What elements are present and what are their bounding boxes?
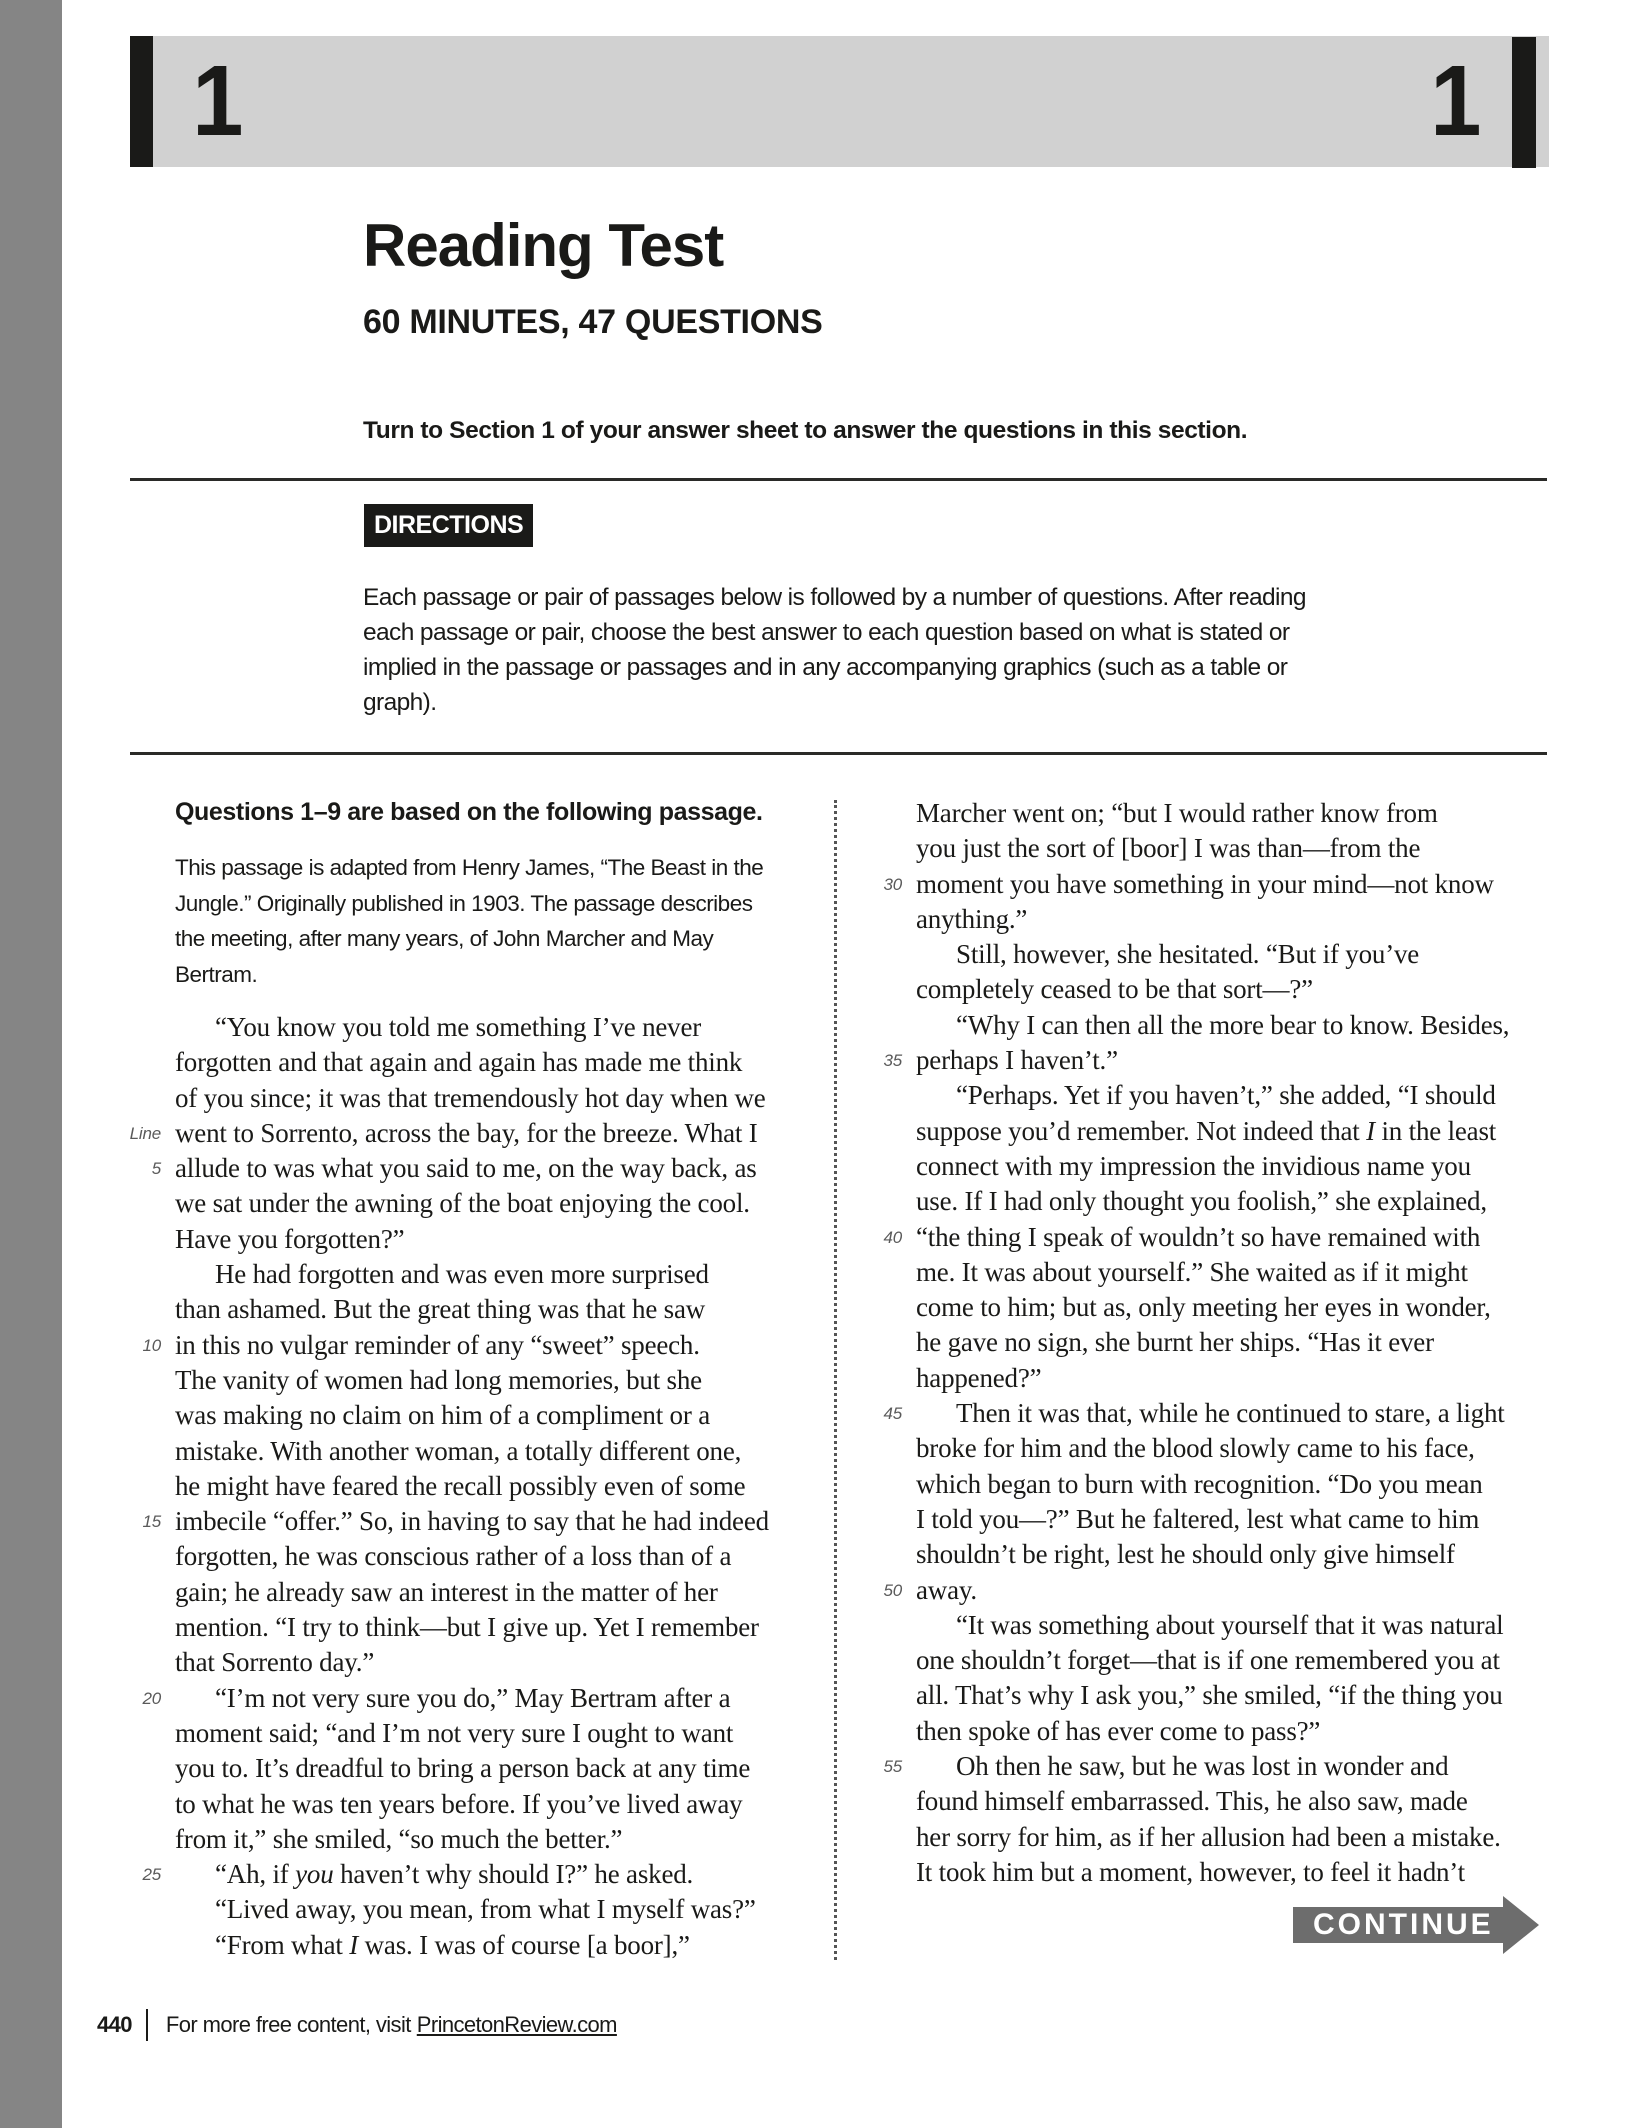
passage-line xyxy=(916,1008,1509,1043)
line-text: in this no vulgar reminder of any “sweet” speech. xyxy=(175,1329,700,1360)
passage-line xyxy=(175,1610,769,1645)
passage-line xyxy=(175,1822,769,1857)
passage-line xyxy=(916,1255,1509,1290)
line-text: “You know you told me something I’ve never xyxy=(215,1012,702,1042)
passage-line xyxy=(175,1751,769,1786)
line-text: to what he was ten years before. If you’ve lived away xyxy=(175,1788,743,1819)
passage-line xyxy=(916,1325,1509,1360)
passage-line xyxy=(916,1149,1509,1184)
passage-line xyxy=(175,1575,769,1610)
line-text: “Why I can then all the more bear to know. Besides, xyxy=(956,1009,1510,1040)
continue-label: CONTINUE xyxy=(1313,1908,1494,1941)
passage-line xyxy=(916,1290,1509,1325)
passage-line xyxy=(883,1220,1509,1255)
line-number: 40 xyxy=(883,1227,902,1247)
passage-line xyxy=(142,1857,769,1892)
line-number: 45 xyxy=(883,1404,902,1424)
passage-line xyxy=(142,1504,769,1539)
line-text: one shouldn’t forget—that is if one remembered you at xyxy=(916,1645,1500,1676)
passage-line xyxy=(175,1892,769,1927)
passage-line xyxy=(151,1151,769,1186)
passage-line xyxy=(916,1431,1509,1466)
directions-line: graph). xyxy=(363,689,437,716)
passage-line xyxy=(883,1043,1509,1078)
line-text: mistake. With another woman, a totally different one, xyxy=(175,1435,742,1466)
section-marker-right xyxy=(1512,37,1536,168)
line-text: then spoke of has ever come to pass?” xyxy=(916,1715,1321,1746)
line-text: you just the sort of [boor] I was than—from the xyxy=(916,833,1421,864)
section-banner xyxy=(130,36,1549,167)
line-text: moment said; “and I’m not very sure I ought to want xyxy=(175,1717,734,1748)
line-text: “I’m not very sure you do,” May Bertram after a xyxy=(215,1682,731,1713)
line-text: forgotten, he was conscious rather of a loss than of a xyxy=(175,1541,732,1572)
passage-line xyxy=(916,1184,1509,1219)
line-text: moment you have something in your mind—not know xyxy=(916,868,1494,899)
passage-line xyxy=(175,1010,769,1045)
passage-line xyxy=(916,1608,1509,1643)
passage-heading: Questions 1–9 are based on the following passage. xyxy=(175,798,763,826)
line-number: 20 xyxy=(142,1688,161,1708)
line-text: than ashamed. But the great thing was that he saw xyxy=(175,1294,706,1325)
directions-text xyxy=(363,580,1403,720)
section-marker-left xyxy=(130,36,153,167)
footer-separator xyxy=(146,2009,148,2041)
line-label: Line xyxy=(129,1123,161,1143)
passage-line xyxy=(175,1363,769,1398)
line-text: of you since; it was that tremendously hot day when we xyxy=(175,1082,766,1113)
line-text: Then it was that, while he continued to stare, a light xyxy=(956,1398,1505,1429)
line-text: completely ceased to be that sort—?” xyxy=(916,974,1313,1005)
passage-line xyxy=(916,1714,1509,1749)
line-text: anything.” xyxy=(916,903,1028,934)
intro-line: Jungle.” Originally published in 1903. The passage describes xyxy=(175,890,753,916)
line-text: he gave no sign, she burnt her ships. “Has it ever xyxy=(916,1327,1434,1358)
line-text: was making no claim on him of a compliment or a xyxy=(175,1400,710,1431)
passage-line xyxy=(129,1116,769,1151)
line-number: 50 xyxy=(883,1580,902,1600)
line-text: Marcher went on; “but I would rather know from xyxy=(916,798,1438,828)
emphasis: I xyxy=(1366,1115,1375,1146)
passage-line xyxy=(142,1681,769,1716)
passage-line xyxy=(916,902,1509,937)
line-text: imbecile “offer.” So, in having to say that he had indeed xyxy=(175,1506,769,1537)
line-text: He had forgotten and was even more surprised xyxy=(215,1259,709,1290)
line-text: went to Sorrento, across the bay, for the breeze. What I xyxy=(175,1117,758,1148)
line-text: Have you forgotten?” xyxy=(175,1223,405,1254)
passage-line xyxy=(175,1081,769,1116)
passage-line xyxy=(142,1328,769,1363)
page-edge-bar xyxy=(0,0,62,2128)
line-text: “From what I was. I was of course [a boor],” xyxy=(215,1929,690,1960)
passage-line xyxy=(883,867,1509,902)
passage-line xyxy=(916,1643,1509,1678)
line-text: The vanity of women had long memories, but she xyxy=(175,1364,702,1395)
page-title: Reading Test xyxy=(363,212,724,279)
line-text: “Perhaps. Yet if you haven’t,” she added, “I should xyxy=(956,1080,1496,1111)
line-text: happened?” xyxy=(916,1362,1042,1393)
directions-line: implied in the passage or passages and in any accompanying graphics (such as a table or xyxy=(363,654,1288,681)
line-text: use. If I had only thought you foolish,” she explained, xyxy=(916,1186,1487,1217)
passage-line xyxy=(175,1469,769,1504)
directions-line: Each passage or pair of passages below is followed by a number of questions. After reading xyxy=(363,584,1306,611)
intro-line: Bertram. xyxy=(175,961,258,987)
line-text: you to. It’s dreadful to bring a person back at any time xyxy=(175,1753,751,1784)
line-text: he might have feared the recall possibly even of some xyxy=(175,1470,746,1501)
passage-line xyxy=(883,1749,1509,1784)
line-text: perhaps I haven’t.” xyxy=(916,1045,1118,1076)
emphasis: you xyxy=(295,1859,334,1890)
line-text: shouldn’t be right, lest he should only give himself xyxy=(916,1539,1455,1570)
line-text: “Ah, if you haven’t why should I?” he asked. xyxy=(215,1859,694,1890)
line-text: “Lived away, you mean, from what I myself was?” xyxy=(215,1894,756,1925)
line-text: come to him; but as, only meeting her eyes in wonder, xyxy=(916,1292,1491,1323)
passage-line xyxy=(916,796,1509,831)
passage-line xyxy=(916,1467,1509,1502)
continue-button[interactable] xyxy=(1293,1896,1539,1954)
line-text: allude to was what you said to me, on the way back, as xyxy=(175,1153,757,1184)
passage-line xyxy=(175,1787,769,1822)
line-text: mention. “I try to think—but I give up. Yet I remember xyxy=(175,1612,759,1643)
line-number: 25 xyxy=(142,1865,161,1885)
directions-line: each passage or pair, choose the best answer to each question based on what is stated or xyxy=(363,619,1290,646)
line-text: Still, however, she hesitated. “But if you’ve xyxy=(956,939,1420,970)
line-text: me. It was about yourself.” She waited as if it might xyxy=(916,1256,1468,1287)
divider-rule xyxy=(130,752,1547,755)
line-number: 55 xyxy=(883,1757,902,1777)
line-number: 5 xyxy=(151,1159,161,1179)
emphasis: I xyxy=(349,1929,359,1960)
passage-line xyxy=(916,1855,1509,1890)
line-text: gain; he already saw an interest in the matter of her xyxy=(175,1576,718,1607)
section-instruction: Turn to Section 1 of your answer sheet to answer the questions in this section. xyxy=(363,417,1248,444)
footer-text: For more free content, visit xyxy=(165,2012,411,2037)
directions-badge: DIRECTIONS xyxy=(364,504,533,547)
intro-line: the meeting, after many years, of John Marcher and May xyxy=(175,926,714,951)
line-text: that Sorrento day.” xyxy=(175,1647,375,1678)
passage-line xyxy=(916,1361,1509,1396)
line-text: which began to burn with recognition. “Do you mean xyxy=(916,1468,1483,1499)
passage-line xyxy=(175,1222,769,1257)
passage-line xyxy=(175,1398,769,1433)
line-text: away. xyxy=(916,1574,977,1605)
line-text: her sorry for him, as if her allusion had been a mistake. xyxy=(916,1821,1501,1852)
passage-intro xyxy=(175,850,763,992)
section-number-right: 1 xyxy=(1430,45,1482,157)
section-number-left: 1 xyxy=(192,45,244,157)
passage-line xyxy=(916,1678,1509,1713)
line-text: broke for him and the blood slowly came to his face, xyxy=(916,1433,1475,1464)
line-text: found himself embarrassed. This, he also saw, made xyxy=(916,1786,1468,1817)
line-text: forgotten and that again and again has made me think xyxy=(175,1047,743,1078)
passage-line xyxy=(175,1645,769,1680)
divider-rule xyxy=(130,478,1547,481)
line-text: all. That’s why I ask you,” she smiled, “if the thing you xyxy=(916,1680,1503,1711)
passage-line xyxy=(175,1186,769,1221)
line-text: It took him but a moment, however, to feel it hadn’t xyxy=(916,1856,1465,1887)
passage-line xyxy=(175,1928,769,1963)
line-text: suppose you’d remember. Not indeed that I in the least xyxy=(916,1115,1497,1146)
line-number: 10 xyxy=(142,1335,161,1355)
line-text: Oh then he saw, but he was lost in wonder and xyxy=(956,1751,1449,1782)
intro-line: This passage is adapted from Henry James, “The Beast in the xyxy=(175,855,764,880)
passage-column-right xyxy=(883,796,1510,1890)
page-subtitle: 60 MINUTES, 47 QUESTIONS xyxy=(363,303,823,341)
line-number: 30 xyxy=(883,874,902,894)
line-text: “It was something about yourself that it was natural xyxy=(956,1609,1504,1640)
passage-line xyxy=(175,1434,769,1469)
passage-line xyxy=(916,831,1509,866)
line-text: I told you—?” But he faltered, lest what came to him xyxy=(916,1503,1480,1534)
page-footer xyxy=(97,2008,617,2042)
passage-line xyxy=(175,1292,769,1327)
passage-line xyxy=(916,1114,1509,1149)
passage-line xyxy=(916,1820,1509,1855)
passage-line xyxy=(916,1078,1509,1113)
passage-line xyxy=(883,1396,1509,1431)
line-number: 35 xyxy=(883,1051,902,1071)
passage-line xyxy=(175,1716,769,1751)
line-text: from it,” she smiled, “so much the better.” xyxy=(175,1823,623,1854)
passage-line xyxy=(916,1502,1509,1537)
page-number: 440 xyxy=(97,2012,132,2037)
passage-line xyxy=(916,1537,1509,1572)
passage-line xyxy=(916,937,1509,972)
passage-line xyxy=(883,1573,1509,1608)
passage-column-left xyxy=(129,1010,769,1963)
passage-line xyxy=(175,1257,769,1292)
footer-link[interactable]: PrincetonReview.com xyxy=(416,2012,617,2037)
line-text: connect with my impression the invidious name you xyxy=(916,1150,1471,1181)
line-text: “the thing I speak of wouldn’t so have remained with xyxy=(916,1221,1481,1252)
passage-line xyxy=(175,1539,769,1574)
line-number: 15 xyxy=(142,1512,161,1532)
column-divider xyxy=(834,800,837,1960)
line-text: we sat under the awning of the boat enjoying the cool. xyxy=(175,1188,750,1219)
passage-line xyxy=(175,1045,769,1080)
passage-line xyxy=(916,972,1509,1007)
passage-line xyxy=(916,1784,1509,1819)
